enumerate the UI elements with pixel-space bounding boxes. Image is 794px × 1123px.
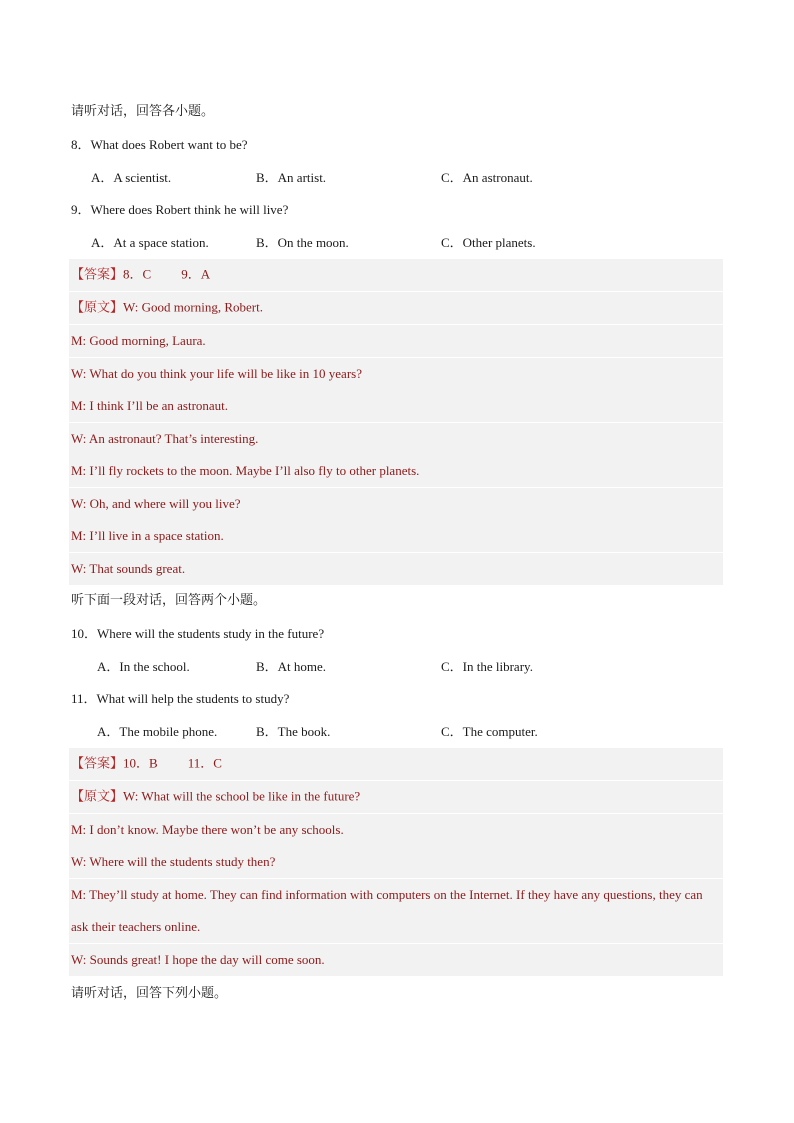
- transcript-row: [69, 292, 723, 324]
- question-text: What will help the students to study?: [96, 691, 290, 706]
- transcript-line: M: I’ll fly rockets to the moon. Maybe I’ll also fly to other planets.: [71, 463, 420, 478]
- answer-row: [69, 259, 723, 291]
- transcript-row: [69, 390, 723, 422]
- option-a: A．At a space station.: [91, 235, 209, 250]
- question-number: 8．: [71, 137, 91, 152]
- answer-row: [69, 748, 723, 780]
- transcript-line: M: I think I’ll be an astronaut.: [71, 398, 229, 413]
- transcript-line: W: What do you think your life will be like in 10 years?: [71, 366, 362, 381]
- transcript-row: [69, 488, 723, 520]
- option-a: A．In the school.: [97, 659, 190, 674]
- transcript-row: [69, 781, 723, 813]
- answer-value: 10．B: [123, 755, 158, 771]
- option-c: C．Other planets.: [441, 235, 536, 250]
- transcript-line: M: Good morning, Laura.: [71, 333, 206, 348]
- answer-value: 11．C: [187, 755, 222, 771]
- question-text: Where will the students study in the future?: [97, 626, 325, 641]
- option-b: B．An artist.: [256, 170, 327, 185]
- answer-tag: 【答案】: [71, 756, 124, 772]
- question-10: [71, 625, 324, 643]
- transcript-line: M: I’ll live in a space station.: [71, 528, 224, 543]
- transcript-row: [69, 358, 723, 390]
- option-c: C．The computer.: [441, 724, 538, 739]
- transcript-row: [69, 944, 723, 976]
- transcript-row: [69, 553, 723, 585]
- transcript-line: W: Where will the students study then?: [71, 854, 276, 869]
- question-9: [71, 201, 288, 219]
- question-number: 10．: [71, 626, 98, 641]
- transcript-line: W: An astronaut? That’s interesting.: [71, 431, 259, 446]
- section-intro: 请听对话，回答下列小题。: [71, 986, 228, 1001]
- answer-value: 8．C: [123, 266, 152, 282]
- section-intro: 听下面一段对话，回答两个小题。: [71, 593, 267, 608]
- transcript-line: M: They’ll study at home. They can find information with computers on the Internet. If they have any questions, they can ask their teachers online.: [71, 887, 703, 934]
- transcript-row: [69, 814, 723, 846]
- question-8: [71, 136, 248, 154]
- option-c: C．An astronaut.: [441, 170, 533, 185]
- transcript-row: [69, 423, 723, 455]
- option-a: A．A scientist.: [91, 170, 172, 185]
- transcript-row: [69, 520, 723, 552]
- transcript-line: M: I don’t know. Maybe there won’t be any schools.: [71, 822, 344, 837]
- question-text: Where does Robert think he will live?: [90, 202, 289, 217]
- transcript-line: W: Good morning, Robert.: [123, 299, 263, 315]
- transcript-row: [69, 879, 723, 943]
- transcript-tag: 【原文】: [71, 789, 124, 805]
- option-b: B．On the moon.: [256, 235, 349, 250]
- transcript-tag: 【原文】: [71, 300, 124, 316]
- transcript-row: [69, 846, 723, 878]
- transcript-line: W: That sounds great.: [71, 561, 186, 576]
- option-b: B．At home.: [256, 659, 327, 674]
- question-number: 11．: [71, 691, 97, 706]
- answer-tag: 【答案】: [71, 267, 124, 283]
- transcript-line: W: What will the school be like in the future?: [123, 788, 361, 804]
- question-11: [71, 690, 289, 708]
- answer-value: 9．A: [181, 266, 211, 282]
- section-intro: 请听对话，回答各小题。: [71, 104, 215, 119]
- transcript-row: [69, 325, 723, 357]
- transcript-row: [69, 455, 723, 487]
- question-number: 9．: [71, 202, 91, 217]
- question-text: What does Robert want to be?: [90, 137, 248, 152]
- transcript-line: W: Oh, and where will you live?: [71, 496, 241, 511]
- transcript-line: W: Sounds great! I hope the day will come soon.: [71, 952, 325, 967]
- option-a: A．The mobile phone.: [97, 724, 218, 739]
- option-b: B．The book.: [256, 724, 331, 739]
- option-c: C．In the library.: [441, 659, 533, 674]
